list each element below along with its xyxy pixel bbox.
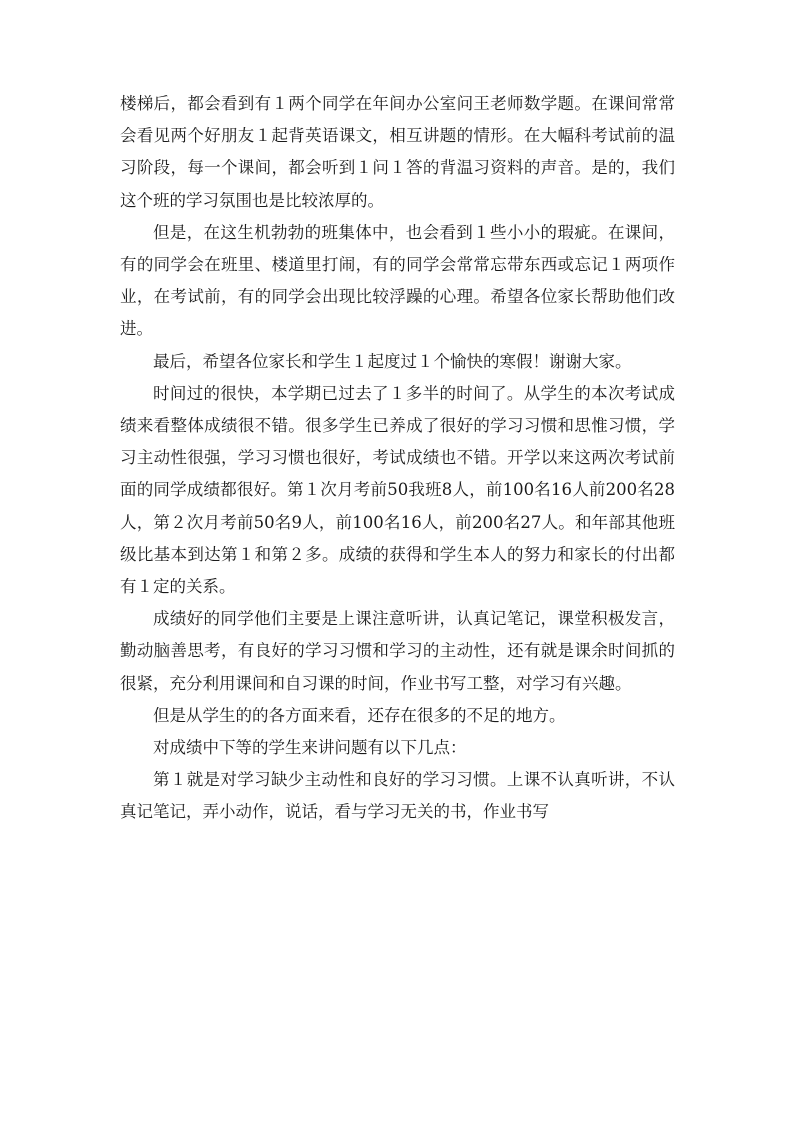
paragraph: 对成绩中下等的学生来讲问题有以下几点：	[153, 738, 467, 758]
paragraph: 楼梯后，都会看到有１两个同学在年间办公室问王老师数学题。在课间常常会看见两个好朋友１起背英语课文，相互讲题的情形。在大幅科考试前的温习阶段，每一个课间，都会听到１问１答的背温习资料的声音。是的，我们这个班的学习氛围也是比较浓厚的。	[120, 94, 675, 210]
paragraph: 最后，希望各位家长和学生１起度过１个愉快的寒假！谢谢大家。	[153, 351, 632, 371]
paragraph: 第１就是对学习缺少主动性和良好的学习习惯。上课不认真听讲，不认真记笔记，弄小动作，说话，看与学习无关的书，作业书写	[120, 770, 675, 822]
paragraph: 时间过的很快，本学期已过去了１多半的时间了。从学生的本次考试成绩来看整体成绩很不错。很多学生已养成了很好的学习习惯和思惟习惯，学习主动性很强，学习习惯也很好，考试成绩也不错。开学以来这两次考试前面的同学成绩都很好。第１次月考前50我班8人，前100名16人前200名28人，第２次月考前50名9人，前100名16人，前200名27人。和年部其他班级比基本到达第１和第２多。成绩的获得和学生本人的努力和家长的付出都有１定的关系。	[120, 383, 675, 597]
paragraph: 成绩好的同学他们主要是上课注意听讲，认真记笔记，课堂积极发言，勤动脑善思考，有良好的学习习惯和学习的主动性，还有就是课余时间抓的很紧，充分利用课间和自习课的时间，作业书写工整，对学习有兴趣。	[120, 609, 675, 693]
paragraph: 但是，在这生机勃勃的班集体中，也会看到１些小小的瑕疵。在课间，有的同学会在班里、楼道里打闹，有的同学会常常忘带东西或忘记１两项作业，在考试前，有的同学会出现比较浮躁的心理。希望各位家长帮助他们改进。	[120, 222, 675, 339]
document-body	[120, 88, 675, 829]
paragraph: 但是从学生的的各方面来看，还存在很多的不足的地方。	[153, 705, 566, 725]
